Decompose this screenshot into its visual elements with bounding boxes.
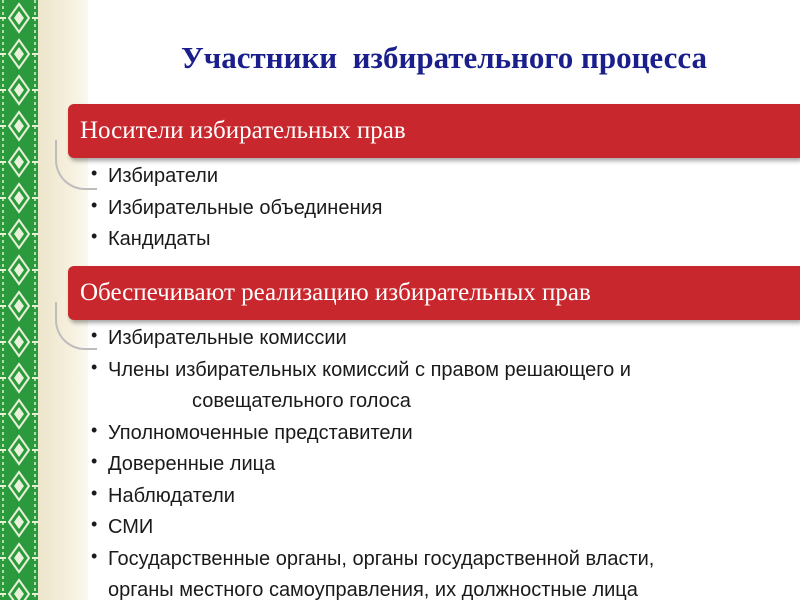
section-list-2 — [88, 323, 793, 600]
bullet-icon: • — [91, 356, 98, 377]
list-item — [88, 161, 793, 193]
bullet-icon: • — [91, 451, 98, 471]
section-header-bar-2 — [68, 266, 800, 320]
list-item-text: Избирательные объединения — [108, 196, 383, 219]
list-item-text: Уполномоченные представители — [108, 421, 413, 444]
list-item-text: Кандидаты — [108, 228, 211, 250]
list-item-text: Государственные органы, органы государственной власти, — [108, 547, 655, 570]
list-item — [88, 224, 793, 256]
list-item-text: Избиратели — [108, 165, 218, 187]
list-item — [88, 481, 793, 513]
list-item — [88, 355, 793, 418]
bullet-icon: • — [91, 194, 98, 215]
list-item — [88, 418, 793, 450]
list-item-text: Доверенные лица — [108, 453, 276, 475]
list-item-text: СМИ — [108, 516, 154, 538]
ornament-border-pattern — [0, 0, 38, 600]
list-item-continuation: совещательного голоса — [192, 390, 411, 412]
section-header-text-1: Носители избирательных прав — [80, 117, 406, 144]
list-item — [88, 512, 793, 544]
list-item-text: Наблюдатели — [108, 484, 235, 507]
bullet-icon: • — [91, 325, 98, 345]
list-item-continuation: органы местного самоуправления, их должностные лица — [108, 579, 638, 600]
bullet-icon: • — [91, 419, 98, 440]
bullet-icon: • — [91, 163, 98, 183]
bullet-icon: • — [91, 226, 98, 246]
bullet-icon: • — [91, 482, 98, 503]
list-item — [88, 193, 793, 225]
list-item — [88, 544, 793, 600]
list-item — [88, 323, 793, 355]
section-header-bar-1 — [68, 104, 800, 158]
section-header-text-2: Обеспечивают реализацию избирательных прав — [80, 279, 591, 306]
list-item-text: Члены избирательных комиссий с правом решающего и — [108, 358, 631, 381]
bullet-icon: • — [91, 514, 98, 534]
bullet-icon: • — [91, 545, 98, 566]
list-item-text: Избирательные комиссии — [108, 327, 347, 349]
list-item — [88, 449, 793, 481]
slide-title: Участники избирательного процесса — [181, 40, 707, 75]
section-list-1 — [88, 161, 793, 256]
